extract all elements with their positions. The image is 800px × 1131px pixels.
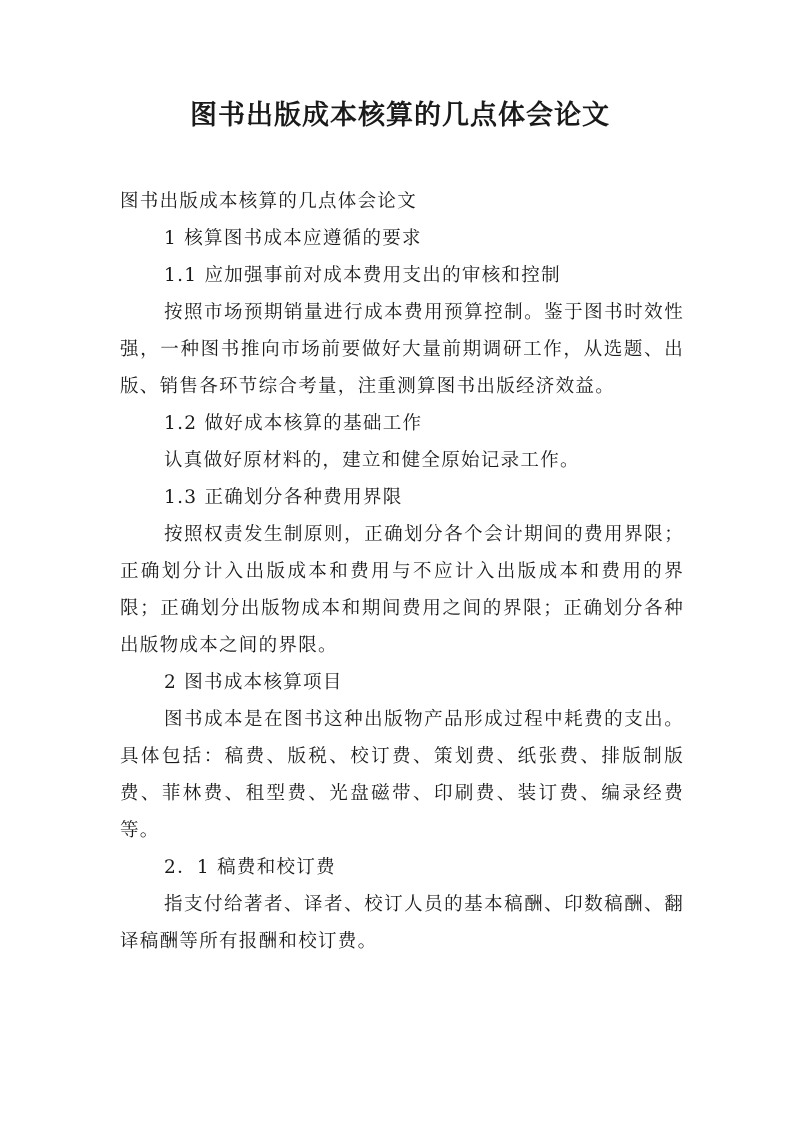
paragraph-cost-items: 图书成本是在图书这种出版物产品形成过程中耗费的支出。具体包括：稿费、版税、校订费、策划费、纸张费、排版制版费、菲林费、租型费、光盘磁带、印刷费、装订费、编录经费等。 [120,709,684,841]
subsection-heading-1-2: 1.2 做好成本核算的基础工作 [164,413,423,434]
paragraph-expense-boundaries: 按照权责发生制原则，正确划分各个会计期间的费用界限；正确划分计入出版成本和费用与不应计入出版成本和费用的界限；正确划分出版物成本和期间费用之间的界限；正确划分各种出版物成本之间的界限。 [120,524,684,656]
subsection-heading-2-1: 2．1 稿费和校订费 [164,857,336,878]
section-heading-2: 2 图书成本核算项目 [164,672,343,693]
document-body [120,183,684,960]
section-heading-1: 1 核算图书成本应遵循的要求 [164,228,422,249]
paragraph-budget-control: 按照市场预期销量进行成本费用预算控制。鉴于图书时效性强，一种图书推向市场前要做好大量前期调研工作，从选题、出版、销售各环节综合考量，注重测算图书出版经济效益。 [120,302,684,397]
subsection-heading-1-1: 1.1 应加强事前对成本费用支出的审核和控制 [164,265,561,286]
document-title: 图书出版成本核算的几点体会论文 [190,100,610,131]
subsection-heading-1-3: 1.3 正确划分各种费用界限 [164,487,403,508]
paragraph-records: 认真做好原材料的，建立和健全原始记录工作。 [164,450,580,471]
paragraph-heading-repeat: 图书出版成本核算的几点体会论文 [120,191,418,212]
paragraph-royalties: 指支付给著者、译者、校订人员的基本稿酬、印数稿酬、翻译稿酬等所有报酬和校订费。 [120,894,684,952]
